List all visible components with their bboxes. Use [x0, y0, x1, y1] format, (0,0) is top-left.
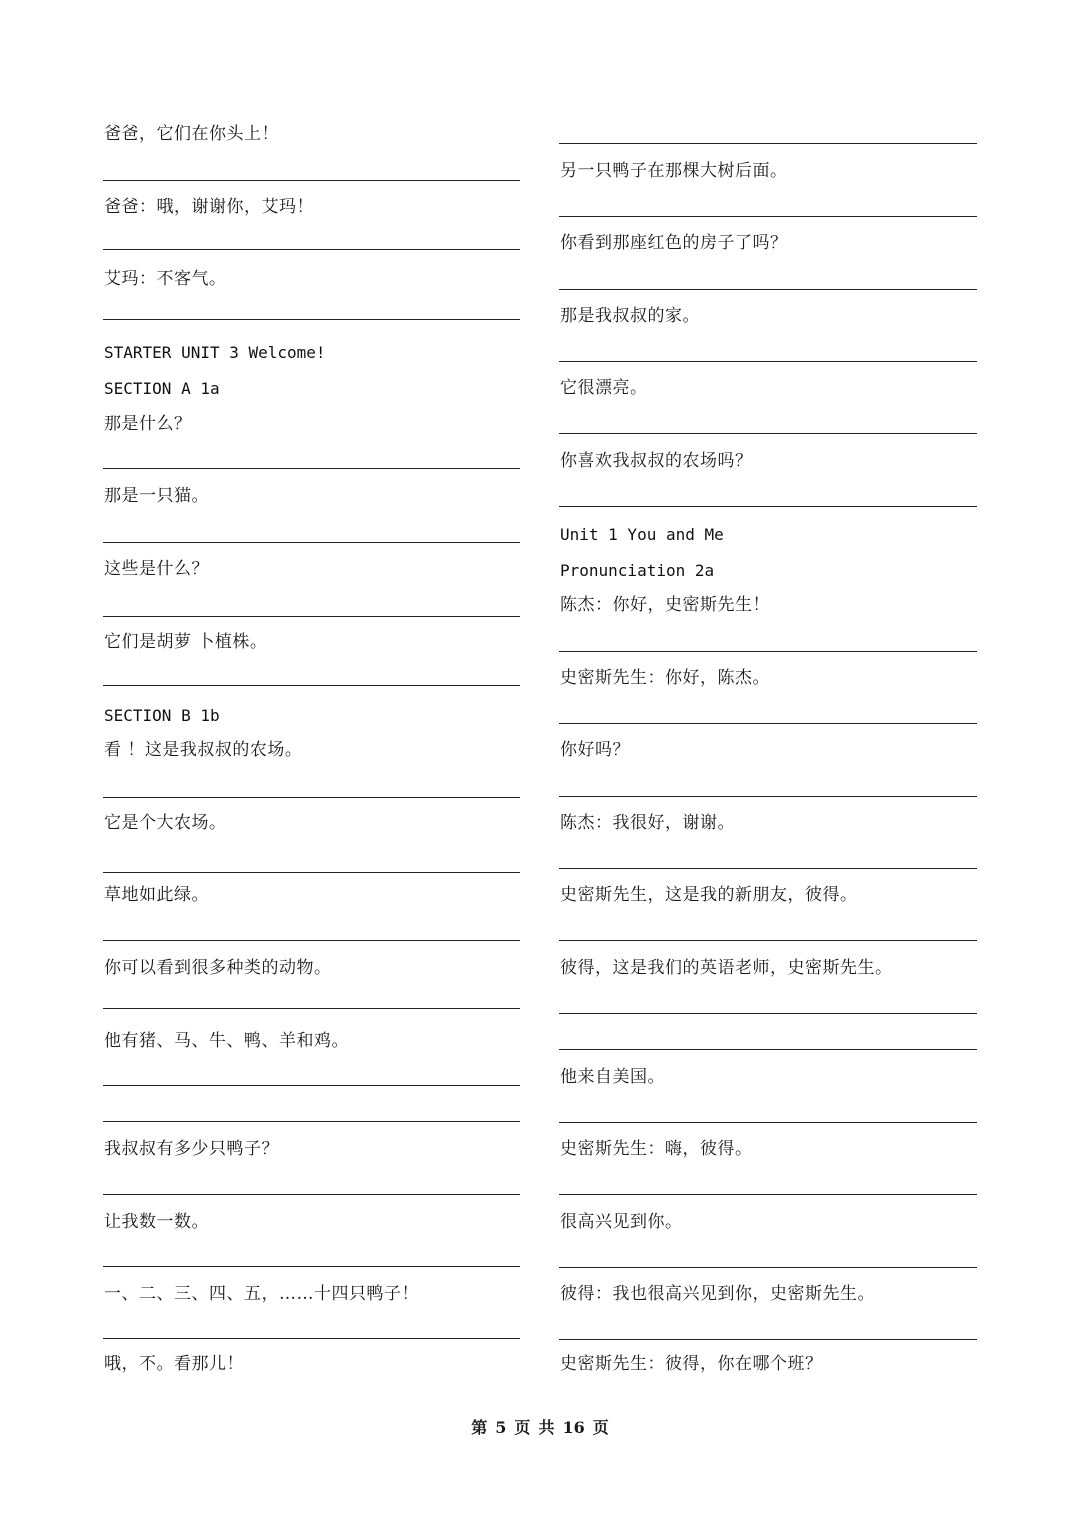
- answer-line[interactable]: [103, 1266, 520, 1267]
- sentence-prompt: 那是一只猫。: [104, 486, 209, 506]
- total-pages: 16: [562, 1418, 585, 1437]
- answer-line[interactable]: [559, 723, 977, 724]
- sentence-prompt: 另一只鸭子在那棵大树后面。: [560, 161, 788, 181]
- sentence-prompt: 你好吗？: [560, 740, 630, 760]
- answer-line[interactable]: [559, 1049, 977, 1050]
- answer-line[interactable]: [103, 1085, 520, 1086]
- sentence-prompt: 他来自美国。: [560, 1067, 665, 1087]
- answer-line[interactable]: [103, 319, 520, 320]
- sentence-prompt: 那是我叔叔的家。: [560, 306, 700, 326]
- footer-gong: 共: [538, 1418, 555, 1437]
- answer-line[interactable]: [559, 216, 977, 217]
- answer-line[interactable]: [559, 143, 977, 144]
- section-heading: SECTION B 1b: [104, 706, 220, 725]
- page-number: 5: [495, 1418, 507, 1437]
- answer-line[interactable]: [103, 249, 520, 250]
- answer-line[interactable]: [559, 506, 977, 507]
- sentence-prompt: 很高兴见到你。: [560, 1212, 683, 1232]
- answer-line[interactable]: [103, 872, 520, 873]
- answer-line[interactable]: [103, 685, 520, 686]
- answer-line[interactable]: [103, 797, 520, 798]
- sentence-prompt: 艾玛：不客气。: [104, 269, 227, 289]
- answer-line[interactable]: [559, 1122, 977, 1123]
- answer-line[interactable]: [103, 1121, 520, 1122]
- answer-line[interactable]: [559, 868, 977, 869]
- answer-line[interactable]: [103, 468, 520, 469]
- sentence-prompt: 让我数一数。: [104, 1212, 209, 1232]
- sentence-prompt: 史密斯先生：你好，陈杰。: [560, 668, 770, 688]
- sentence-prompt: 陈杰：我很好，谢谢。: [560, 813, 735, 833]
- page-footer: [0, 1418, 1080, 1438]
- sentence-prompt: 它很漂亮。: [560, 378, 648, 398]
- section-heading: SECTION A 1a: [104, 379, 220, 398]
- sentence-prompt: 爸爸：哦，谢谢你，艾玛！: [104, 197, 314, 217]
- footer-ye: 页: [514, 1418, 531, 1437]
- sentence-prompt: 看 ！这是我叔叔的农场。: [104, 740, 303, 760]
- footer-di: 第: [471, 1418, 488, 1437]
- sentence-prompt: 彼得：我也很高兴见到你，史密斯先生。: [560, 1284, 875, 1304]
- answer-line[interactable]: [559, 1267, 977, 1268]
- answer-line[interactable]: [559, 289, 977, 290]
- sentence-prompt: 草地如此绿。: [104, 885, 209, 905]
- answer-line[interactable]: [559, 940, 977, 941]
- answer-line[interactable]: [103, 1194, 520, 1195]
- sentence-prompt: 它是个大农场。: [104, 813, 227, 833]
- answer-line[interactable]: [103, 940, 520, 941]
- sentence-prompt: 爸爸，它们在你头上！: [104, 124, 279, 144]
- answer-line[interactable]: [103, 1338, 520, 1339]
- answer-line[interactable]: [559, 1013, 977, 1014]
- answer-line[interactable]: [103, 180, 520, 181]
- sentence-prompt: 陈杰：你好，史密斯先生！: [560, 595, 770, 615]
- sentence-prompt: 你喜欢我叔叔的农场吗？: [560, 451, 753, 471]
- footer-ye: 页: [592, 1418, 609, 1437]
- sentence-prompt: 哦，不。看那儿！: [104, 1354, 244, 1374]
- sentence-prompt: 史密斯先生：嗨，彼得。: [560, 1139, 753, 1159]
- sentence-prompt: 史密斯先生：彼得，你在哪个班？: [560, 1354, 823, 1374]
- answer-line[interactable]: [103, 1008, 520, 1009]
- answer-line[interactable]: [559, 1194, 977, 1195]
- answer-line[interactable]: [103, 542, 520, 543]
- section-heading: Pronunciation 2a: [560, 561, 715, 580]
- sentence-prompt: 彼得，这是我们的英语老师，史密斯先生。: [560, 958, 893, 978]
- answer-line[interactable]: [559, 1339, 977, 1340]
- sentence-prompt: 你看到那座红色的房子了吗？: [560, 233, 788, 253]
- sentence-prompt: 我叔叔有多少只鸭子？: [104, 1139, 279, 1159]
- answer-line[interactable]: [559, 651, 977, 652]
- unit-heading: Unit 1 You and Me: [560, 525, 724, 544]
- answer-line[interactable]: [103, 616, 520, 617]
- sentence-prompt: 一、二、三、四、五，……十四只鸭子！: [104, 1284, 419, 1304]
- unit-heading: STARTER UNIT 3 Welcome!: [104, 343, 326, 362]
- sentence-prompt: 那是什么？: [104, 414, 192, 434]
- answer-line[interactable]: [559, 796, 977, 797]
- answer-line[interactable]: [559, 361, 977, 362]
- sentence-prompt: 你可以看到很多种类的动物。: [104, 958, 332, 978]
- sentence-prompt: 它们是胡萝 卜植株。: [104, 632, 268, 652]
- sentence-prompt: 这些是什么？: [104, 559, 209, 579]
- sentence-prompt: 史密斯先生，这是我的新朋友，彼得。: [560, 885, 858, 905]
- sentence-prompt: 他有猪、马、牛、鸭、羊和鸡。: [104, 1031, 349, 1051]
- answer-line[interactable]: [559, 433, 977, 434]
